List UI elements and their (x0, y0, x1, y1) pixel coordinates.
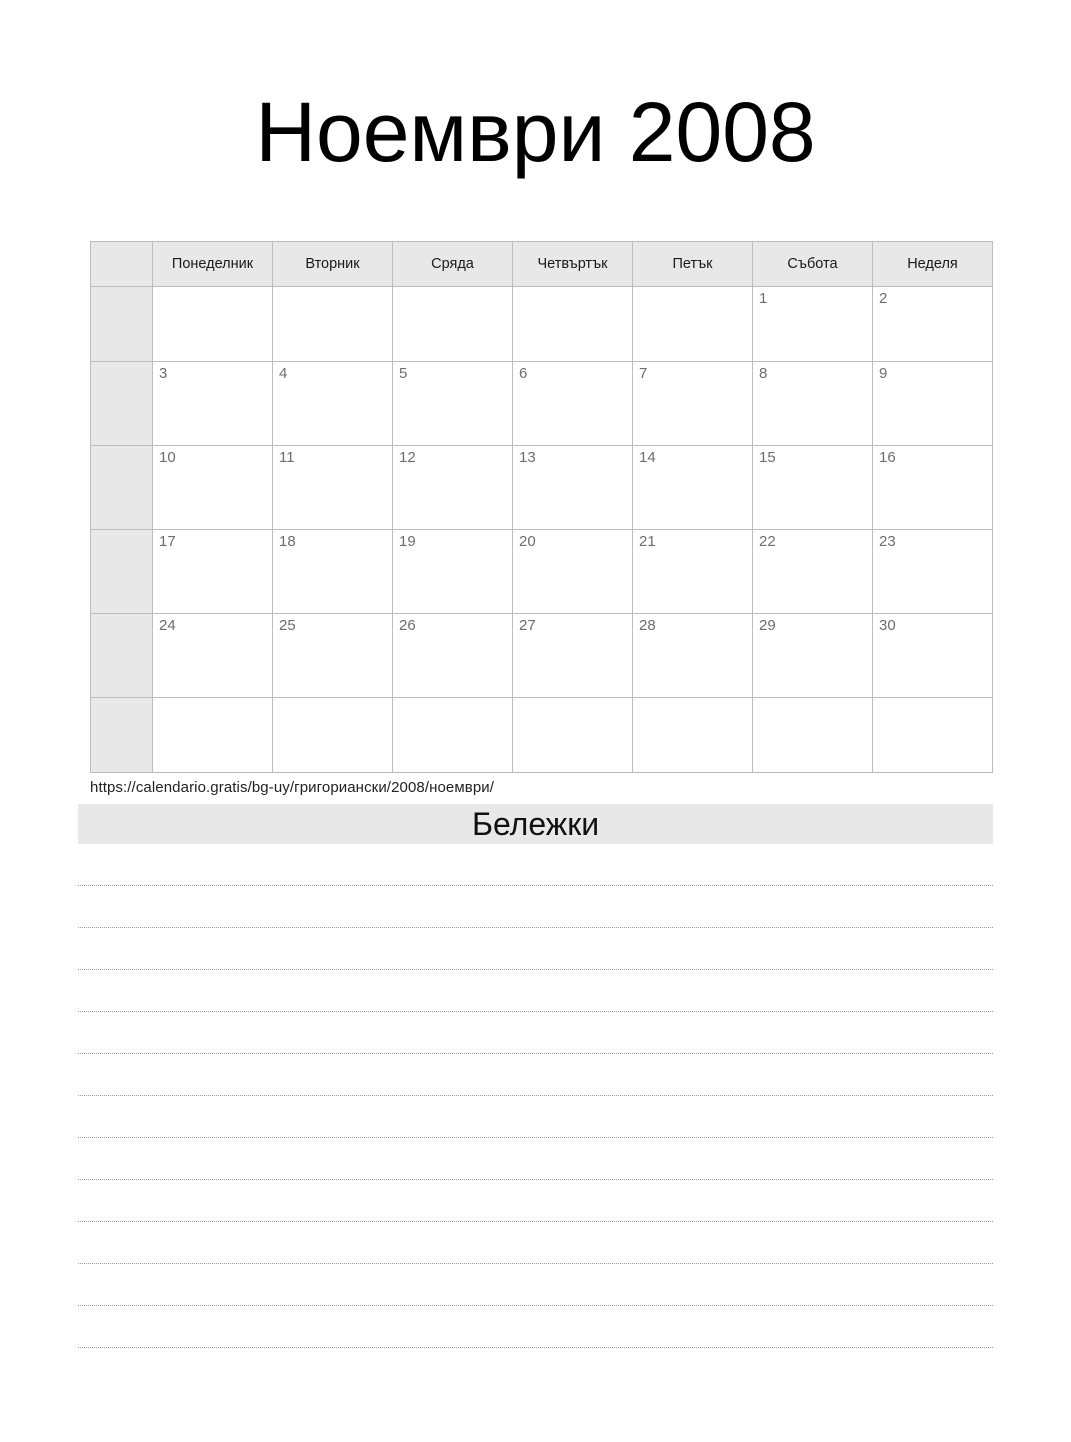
day-cell[interactable] (873, 361, 993, 445)
day-cell[interactable] (753, 286, 873, 361)
note-line[interactable] (78, 970, 993, 1012)
calendar-header-row (91, 241, 993, 286)
weekday-header-thursday: Четвъртък (513, 241, 633, 286)
day-number: 19 (399, 532, 416, 550)
day-cell[interactable] (273, 445, 393, 529)
day-cell[interactable] (633, 697, 753, 772)
day-number: 21 (639, 532, 656, 550)
day-number: 18 (279, 532, 296, 550)
note-line[interactable] (78, 1138, 993, 1180)
day-cell[interactable] (513, 445, 633, 529)
day-cell[interactable] (273, 613, 393, 697)
day-cell[interactable] (873, 613, 993, 697)
day-cell[interactable] (273, 529, 393, 613)
day-number: 12 (399, 448, 416, 466)
day-cell[interactable] (753, 529, 873, 613)
day-number: 11 (279, 448, 295, 466)
day-number: 5 (399, 364, 408, 382)
day-number: 27 (519, 616, 536, 634)
day-number: 3 (159, 364, 168, 382)
day-cell[interactable] (393, 613, 513, 697)
calendar-week-row (91, 361, 993, 445)
week-gutter-cell (91, 529, 153, 613)
day-cell[interactable] (153, 529, 273, 613)
day-cell[interactable] (513, 613, 633, 697)
calendar-week-row (91, 613, 993, 697)
calendar-week-row (91, 697, 993, 772)
day-number: 22 (759, 532, 776, 550)
day-number: 24 (159, 616, 176, 634)
calendar-page (0, 56, 1071, 1442)
day-cell[interactable] (873, 445, 993, 529)
calendar-week-row (91, 445, 993, 529)
month-calendar-table (90, 241, 993, 773)
weekday-header-friday: Петък (633, 241, 753, 286)
weekday-header-wednesday: Сряда (393, 241, 513, 286)
day-number: 23 (879, 532, 896, 550)
day-number: 17 (159, 532, 176, 550)
day-cell[interactable] (633, 286, 753, 361)
day-number: 14 (639, 448, 656, 466)
day-cell[interactable] (393, 445, 513, 529)
day-cell[interactable] (873, 286, 993, 361)
weekday-header-saturday: Събота (753, 241, 873, 286)
weekday-header-sunday: Неделя (873, 241, 993, 286)
day-number: 29 (759, 616, 776, 634)
week-gutter-cell (91, 697, 153, 772)
note-line[interactable] (78, 844, 993, 886)
day-cell[interactable] (273, 697, 393, 772)
day-number: 8 (759, 364, 768, 382)
day-number: 26 (399, 616, 416, 634)
day-cell[interactable] (753, 613, 873, 697)
day-cell[interactable] (513, 697, 633, 772)
week-gutter-cell (91, 613, 153, 697)
calendar-container (90, 241, 993, 773)
weekday-header-tuesday: Вторник (273, 241, 393, 286)
calendar-week-row (91, 286, 993, 361)
note-line[interactable] (78, 928, 993, 970)
day-cell[interactable] (513, 361, 633, 445)
day-cell[interactable] (273, 361, 393, 445)
day-cell[interactable] (393, 286, 513, 361)
calendar-week-row (91, 529, 993, 613)
day-number: 15 (759, 448, 776, 466)
note-line[interactable] (78, 1306, 993, 1348)
day-number: 30 (879, 616, 896, 634)
note-line[interactable] (78, 1054, 993, 1096)
source-url-text: https://calendario.gratis/bg-uy/григориански/2008/ноември/ (90, 778, 495, 796)
day-cell[interactable] (153, 286, 273, 361)
week-gutter-cell (91, 361, 153, 445)
note-line[interactable] (78, 1264, 993, 1306)
day-cell[interactable] (873, 697, 993, 772)
day-cell[interactable] (753, 697, 873, 772)
day-number: 28 (639, 616, 656, 634)
day-cell[interactable] (633, 613, 753, 697)
day-cell[interactable] (153, 445, 273, 529)
note-line[interactable] (78, 1012, 993, 1054)
day-cell[interactable] (393, 697, 513, 772)
day-number: 7 (639, 364, 648, 382)
day-cell[interactable] (153, 613, 273, 697)
day-cell[interactable] (753, 445, 873, 529)
notes-section (78, 804, 993, 1348)
day-cell[interactable] (153, 361, 273, 445)
day-number: 13 (519, 448, 536, 466)
day-cell[interactable] (873, 529, 993, 613)
note-line[interactable] (78, 1096, 993, 1138)
day-cell[interactable] (513, 286, 633, 361)
week-gutter-cell (91, 445, 153, 529)
day-cell[interactable] (393, 361, 513, 445)
day-cell[interactable] (273, 286, 393, 361)
note-line[interactable] (78, 886, 993, 928)
day-cell[interactable] (633, 529, 753, 613)
week-gutter-cell (91, 286, 153, 361)
day-number: 20 (519, 532, 536, 550)
notes-title: Бележки (78, 804, 993, 844)
day-number: 1 (759, 289, 768, 307)
page-title: Ноември 2008 (255, 85, 816, 180)
day-cell[interactable] (633, 445, 753, 529)
day-number: 6 (519, 364, 528, 382)
note-line[interactable] (78, 1180, 993, 1222)
day-cell[interactable] (153, 697, 273, 772)
day-number: 10 (159, 448, 176, 466)
day-cell[interactable] (753, 361, 873, 445)
day-number: 4 (279, 364, 288, 382)
day-cell[interactable] (513, 529, 633, 613)
day-number: 2 (879, 289, 888, 307)
day-cell[interactable] (393, 529, 513, 613)
day-cell[interactable] (633, 361, 753, 445)
day-number: 16 (879, 448, 896, 466)
note-line[interactable] (78, 1222, 993, 1264)
weekday-header-monday: Понеделник (153, 241, 273, 286)
calendar-gutter-header (91, 241, 153, 286)
day-number: 9 (879, 364, 888, 382)
day-number: 25 (279, 616, 296, 634)
